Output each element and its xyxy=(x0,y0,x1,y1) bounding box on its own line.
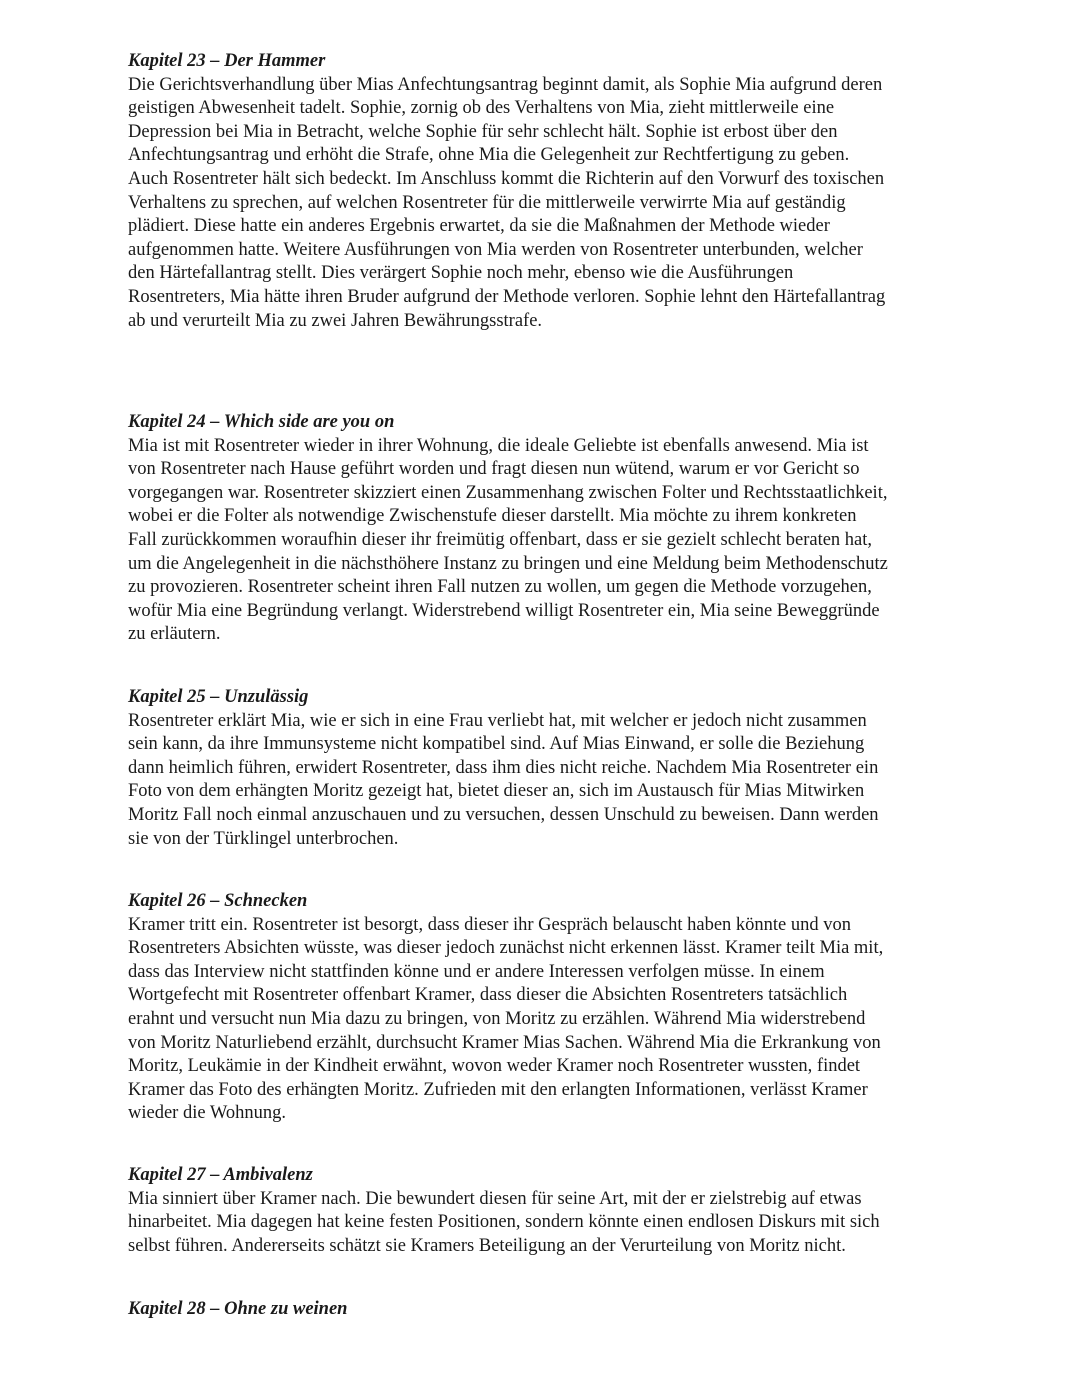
text-line: erahnt und versucht nun Mia dazu zu bringen, von Moritz zu erzählen. Während Mia widerstrebend xyxy=(128,1008,866,1029)
text-line: hinarbeitet. Mia dagegen hat keine festen Positionen, sondern könnte einen endlosen Diskurs mit sich xyxy=(128,1212,880,1233)
chapter-27 xyxy=(128,1164,880,1258)
text-line: Kramer das Foto des erhängten Moritz. Zufrieden mit den erlangten Informationen, verlässt Kramer xyxy=(128,1079,868,1100)
chapter-body xyxy=(128,74,885,334)
text-line: Depression bei Mia in Betracht, welche Sophie für sehr schlecht hält. Sophie ist erbost über den xyxy=(128,121,838,142)
chapter-title: Kapitel 28 – Ohne zu weinen xyxy=(128,1299,348,1319)
text-line: Moritz Fall noch einmal anzuschauen und zu versuchen, dessen Unschuld zu beweisen. Dann werden xyxy=(128,804,879,825)
text-line: dass das Interview nicht stattfinden könne und er andere Interessen verfolgen müsse. In einem xyxy=(128,961,825,982)
text-line: Verhaltens zu sprechen, auf welchen Rosentreter für die mittlerweile verwirrte Mia auf geständig xyxy=(128,192,846,213)
text-line: plädiert. Diese hatte ein anderes Ergebnis erwartet, da sie die Maßnahmen der Methode wieder xyxy=(128,216,830,237)
text-line: von Rosentreter nach Hause geführt worden und fragt diesen nun wütend, warum er vor Gericht so xyxy=(128,459,860,480)
text-line: aufgenommen hatte. Weitere Ausführungen von Mia werden von Rosentreter unterbunden, welcher xyxy=(128,239,863,260)
text-line: wobei er die Folter als notwendige Zwischenstufe dieser darstellt. Mia möchte zu ihrem konkreten xyxy=(128,506,857,527)
text-line: Moritz, Leukämie in der Kindheit erwähnt, wovon weder Kramer noch Rosentreter wussten, findet xyxy=(128,1056,861,1077)
chapter-body xyxy=(128,435,888,647)
text-line: Mia sinniert über Kramer nach. Die bewundert diesen für seine Art, mit der er zielstrebig auf etwas xyxy=(128,1188,862,1209)
text-line: selbst führen. Andererseits schätzt sie Kramers Beteiligung an der Verurteilung von Moritz nicht. xyxy=(128,1235,846,1256)
text-line: zu provozieren. Rosentreter scheint ihren Fall nutzen zu wollen, um gegen die Methode vorzugehen, xyxy=(128,577,872,598)
text-line: um die Angelegenheit in die nächsthöhere Instanz zu bringen und eine Meldung beim Methodenschutz xyxy=(128,553,888,574)
text-line: vorgegangen war. Rosentreter skizziert einen Zusammenhang zwischen Folter und Rechtsstaatlichkeit, xyxy=(128,482,888,503)
text-line: zu erläutern. xyxy=(128,624,221,645)
text-line: sein kann, da ihre Immunsysteme nicht kompatibel sind. Auf Mias Einwand, er solle die Beziehung xyxy=(128,734,865,755)
text-line: wofür Mia eine Begründung verlangt. Widerstrebend willigt Rosentreter ein, Mia seine Beweggründe xyxy=(128,600,880,621)
chapter-title: Kapitel 27 – Ambivalenz xyxy=(128,1165,313,1185)
text-line: Anfechtungsantrag und erhöht die Strafe, ohne Mia die Gelegenheit zur Rechtfertigung zu geben. xyxy=(128,145,850,166)
text-line: Die Gerichtsverhandlung über Mias Anfechtungsantrag beginnt damit, als Sophie Mia aufgrund deren xyxy=(128,74,883,95)
text-line: Rosentreters Absichten wüsste, was dieser jedoch zunächst nicht erkennen lässt. Kramer teilt Mia mit, xyxy=(128,938,884,959)
chapter-title: Kapitel 24 – Which side are you on xyxy=(128,412,395,432)
text-line: sie von der Türklingel unterbrochen. xyxy=(128,828,399,849)
chapter-title: Kapitel 25 – Unzulässig xyxy=(128,687,309,707)
text-line: den Härtefallantrag stellt. Dies verärgert Sophie noch mehr, ebenso wie die Ausführungen xyxy=(128,263,794,284)
chapter-24 xyxy=(128,411,888,647)
text-line: Auch Rosentreter hält sich bedeckt. Im Anschluss kommt die Richterin auf den Vorwurf des toxischen xyxy=(128,168,885,189)
chapter-body xyxy=(128,914,883,1126)
text-line: Fall zurückkommen woraufhin dieser ihr freimütig offenbart, dass er sie gezielt schlecht beraten hat, xyxy=(128,529,873,550)
text-line: Rosentreters, Mia hätte ihren Bruder aufgrund der Methode verloren. Sophie lehnt den Härtefallantrag xyxy=(128,286,886,307)
text-line: Rosentreter erklärt Mia, wie er sich in eine Frau verliebt hat, mit welcher er jedoch nicht zusammen xyxy=(128,710,867,731)
text-line: Wortgefecht mit Rosentreter offenbart Kramer, dass dieser die Absichten Rosentreters tatsächlich xyxy=(128,985,848,1006)
chapter-23 xyxy=(128,50,885,333)
text-line: ab und verurteilt Mia zu zwei Jahren Bewährungsstrafe. xyxy=(128,310,543,331)
chapter-title: Kapitel 26 – Schnecken xyxy=(128,891,308,911)
text-line: geistigen Abwesenheit tadelt. Sophie, zornig ob des Verhaltens von Mia, zieht mittlerweile eine xyxy=(128,98,835,119)
text-line: wieder die Wohnung. xyxy=(128,1103,286,1124)
text-line: dann heimlich führen, erwidert Rosentreter, dass ihm dies nicht reiche. Nachdem Mia Rosentreter ein xyxy=(128,757,879,778)
chapter-body xyxy=(128,710,879,852)
chapter-body xyxy=(128,1188,880,1259)
text-line: von Moritz Naturliebend erzählt, durchsucht Kramer Mias Sachen. Während Mia die Erkrankung von xyxy=(128,1032,881,1053)
chapter-28 xyxy=(128,1298,347,1322)
chapter-26 xyxy=(128,890,883,1126)
text-line: Kramer tritt ein. Rosentreter ist besorgt, dass dieser ihr Gespräch belauscht haben könnte und von xyxy=(128,914,852,935)
chapter-25 xyxy=(128,686,879,851)
text-line: Mia ist mit Rosentreter wieder in ihrer Wohnung, die ideale Geliebte ist ebenfalls anwesend. Mia ist xyxy=(128,435,869,456)
text-line: Foto von dem erhängten Moritz gezeigt hat, bietet dieser an, sich im Austausch für Mias Mitwirken xyxy=(128,781,865,802)
chapter-title: Kapitel 23 – Der Hammer xyxy=(128,51,326,71)
